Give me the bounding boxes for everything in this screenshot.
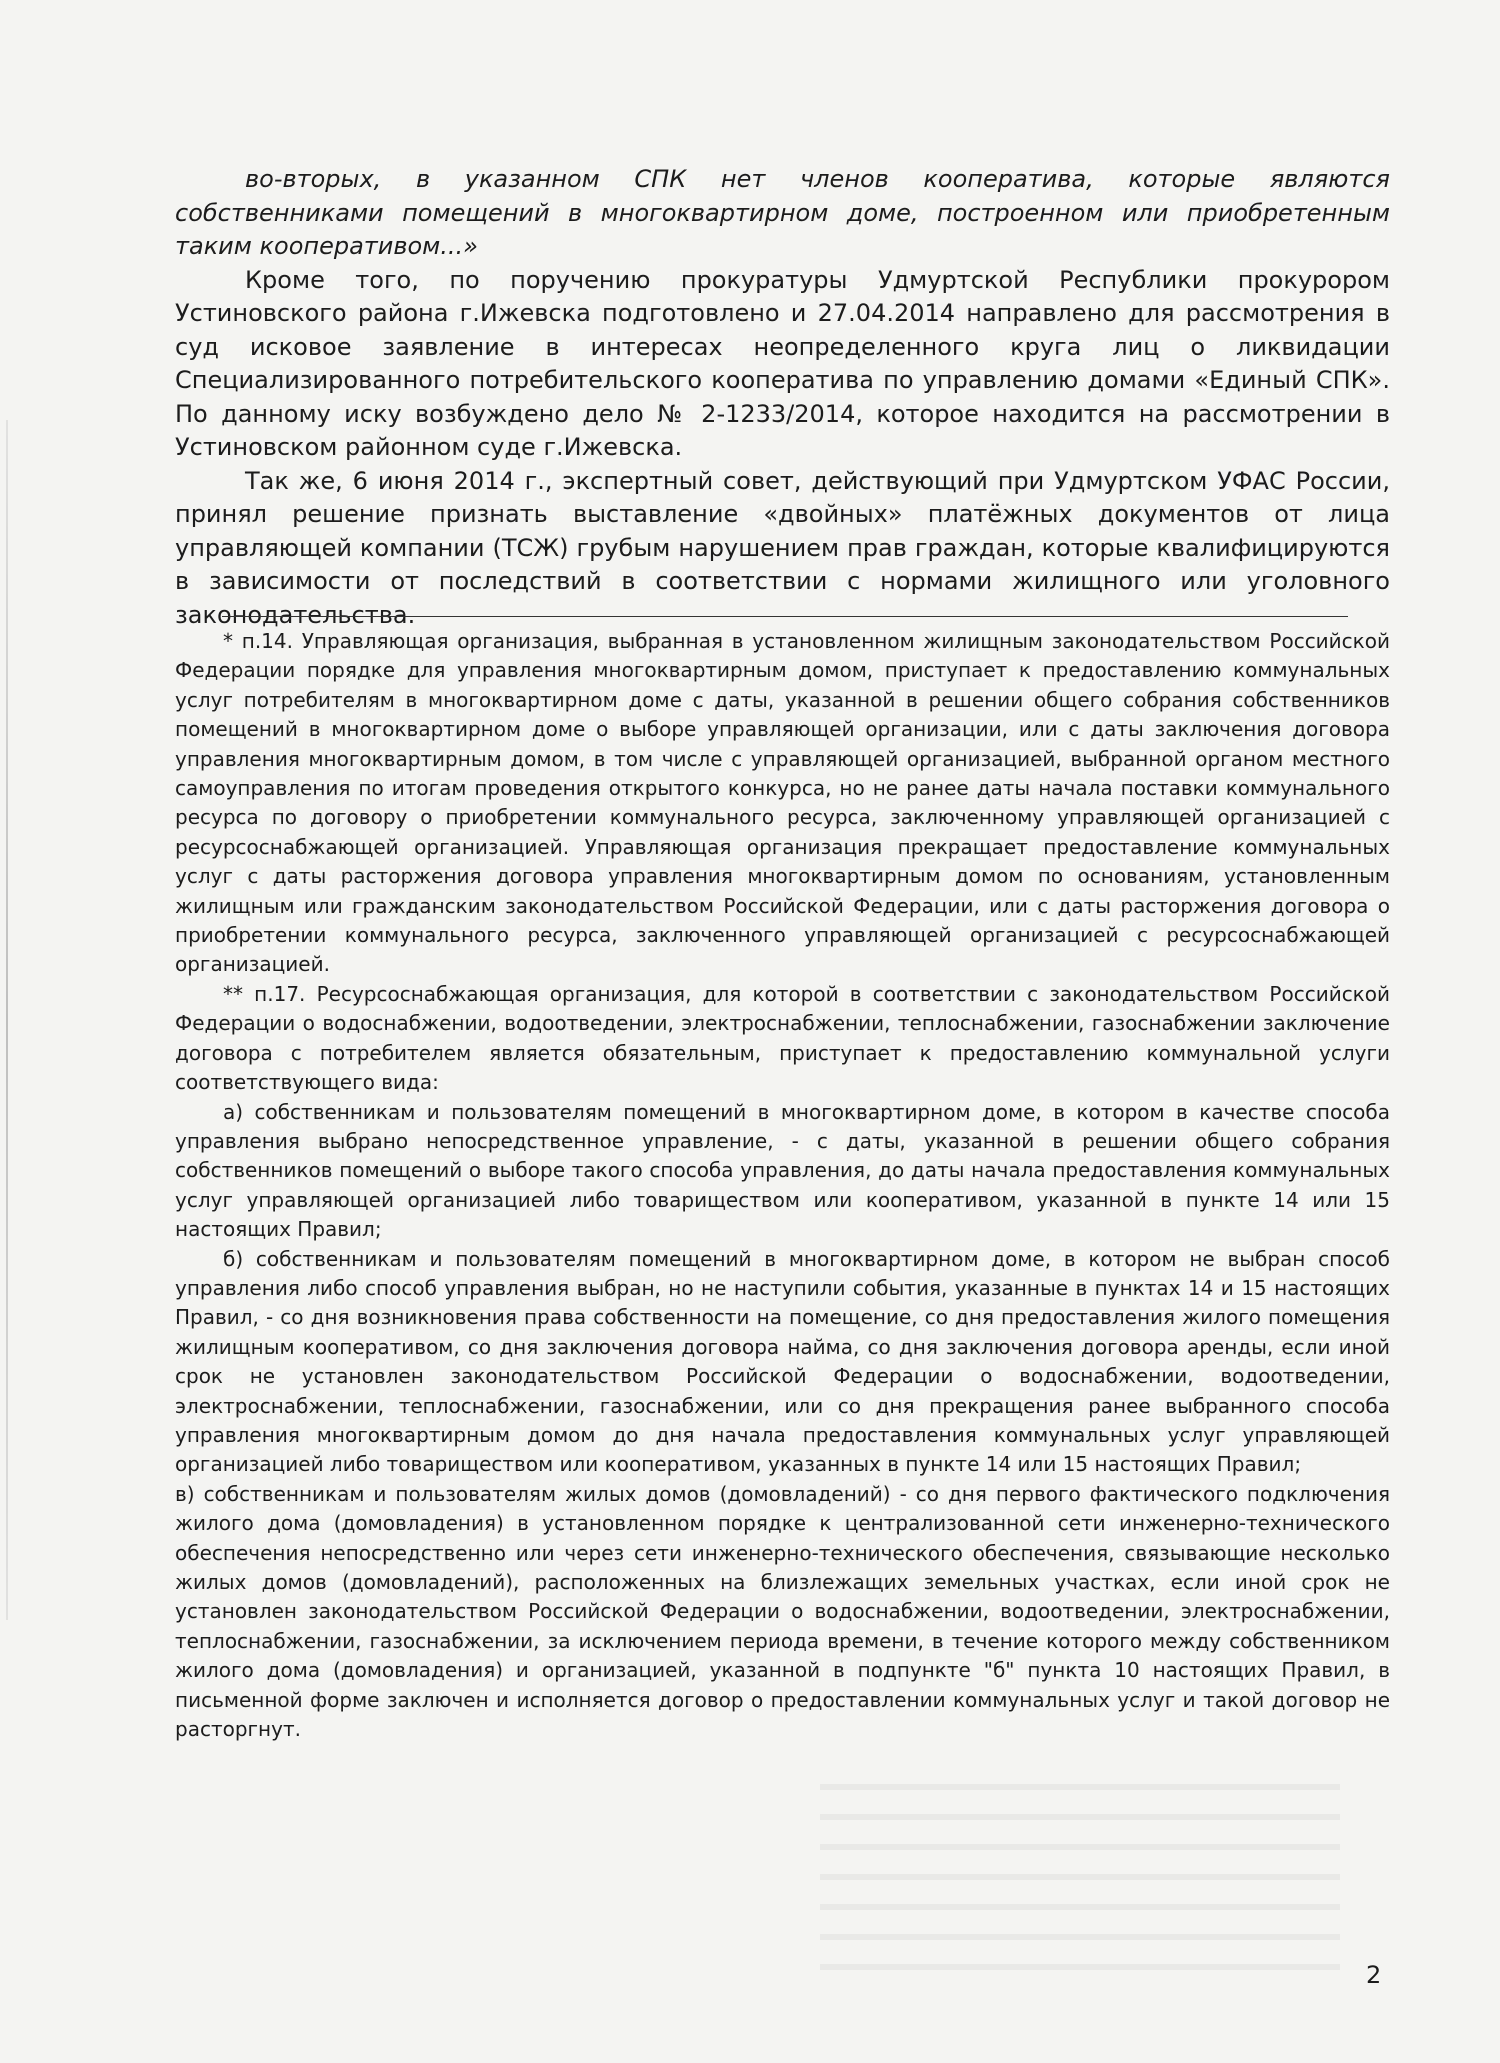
page-number: 2 <box>1366 1961 1382 1989</box>
footnote-p17: ** п.17. Ресурсоснабжающая организация, для которой в соответствии с законодательством Российской Федерации о водоснабжении, водоотведении, электроснабжении, теплоснабжении, газоснабжении заключение договора с потребителем является обязательным, приступает к предоставлению коммунальной услуги соответствующего вида: <box>175 981 1390 1095</box>
main-text <box>175 163 1390 632</box>
footnote-item-v: в) собственникам и пользователям жилых домов (домовладений) - со дня первого фактического подключения жилого дома (домовладения) в установленном порядке к централизованной сети инженерно-технического обеспечения непосредственно или через сети инженерно-технического обеспечения, связывающие несколько жилых домов (домовладений), расположенных на близлежащих земельных участках, если иной срок не установлен законодательством Российской Федерации о водоснабжении, водоотведении, электроснабжении, теплоснабжении, газоснабжении, за исключением периода времени, в течение которого между собственником жилого дома (домовладения) и организацией, указанной в подпункте "б" пункта 10 настоящих Правил, в письменной форме заключен и исполняется договор о предоставлении коммунальных услуг и такой договор не расторгнут. <box>175 1481 1390 1742</box>
footnote-separator <box>222 616 1348 617</box>
footnotes <box>175 627 1390 1744</box>
quote-paragraph: во-вторых, в указанном СПК нет членов кооператива, которые являются собственниками помещений в многоквартирном доме, построенном или приобретенным таким кооперативом...» <box>175 165 1390 260</box>
paragraph-prosecutor-claim: Кроме того, по поручению прокуратуры Удмуртской Республики прокурором Устиновского района г.Ижевска подготовлено и 27.04.2014 направлено для рассмотрения в суд исковое заявление в интересах неопределенного круга лиц о ликвидации Специализированного потребительского кооператива по управлению домами «Единый СПК». По данному иску возбуждено дело № 2-1233/2014, которое находится на рассмотрении в Устиновском районном суде г.Ижевска. <box>175 265 1390 461</box>
scan-page-edge <box>6 420 8 1620</box>
reverse-side-bleed-through <box>820 1780 1340 1970</box>
footnote-p14: * п.14. Управляющая организация, выбранная в установленном жилищным законодательством Российской Федерации порядке для управления многоквартирным домом, приступает к предоставлению коммунальных услуг потребителям в многоквартирном доме с даты, указанной в решении общего собрания собственников помещений в многоквартирном доме о выборе управляющей организации, или с даты заключения договора управления многоквартирным домом, в том числе с управляющей организацией, выбранной органом местного самоуправления по итогам проведения открытого конкурса, но не ранее даты начала поставки коммунального ресурса по договору о приобретении коммунального ресурса, заключенному управляющей организацией с ресурсоснабжающей организацией. Управляющая организация прекращает предоставление коммунальных услуг с даты расторжения договора управления многоквартирным домом по основаниям, установленным жилищным или гражданским законодательством Российской Федерации, или с даты расторжения договора о приобретении коммунального ресурса, заключенного управляющей организацией с ресурсоснабжающей организацией. <box>175 629 1390 977</box>
paragraph-expert-council: Так же, 6 июня 2014 г., экспертный совет, действующий при Удмуртском УФАС России, принял решение признать выставление «двойных» платёжных документов от лица управляющей компании (ТСЖ) грубым нарушением прав граждан, которые квалифицируются в зависимости от последствий в соответствии с нормами жилищного или уголовного законодательства. <box>175 466 1390 629</box>
footnote-item-a: а) собственникам и пользователям помещений в многоквартирном доме, в котором в качестве способа управления выбрано непосредственное управление, - с даты, указанной в решении общего собрания собственников помещений о выборе такого способа управления, до даты начала предоставления коммунальных услуг управляющей организацией либо товариществом или кооперативом, указанной в пункте 14 или 15 настоящих Правил; <box>175 1099 1390 1242</box>
footnote-item-b: б) собственникам и пользователям помещений в многоквартирном доме, в котором не выбран способ управления либо способ управления выбран, но не наступили события, указанные в пунктах 14 и 15 настоящих Правил, - со дня возникновения права собственности на помещение, со дня предоставления жилого помещения жилищным кооперативом, со дня заключения договора найма, со дня заключения договора аренды, если иной срок не установлен законодательством Российской Федерации о водоснабжении, водоотведении, электроснабжении, теплоснабжении, газоснабжении, или со дня прекращения ранее выбранного способа управления многоквартирным домом до дня начала предоставления коммунальных услуг управляющей организацией либо товариществом или кооперативом, указанных в пункте 14 или 15 настоящих Правил; <box>175 1246 1390 1477</box>
